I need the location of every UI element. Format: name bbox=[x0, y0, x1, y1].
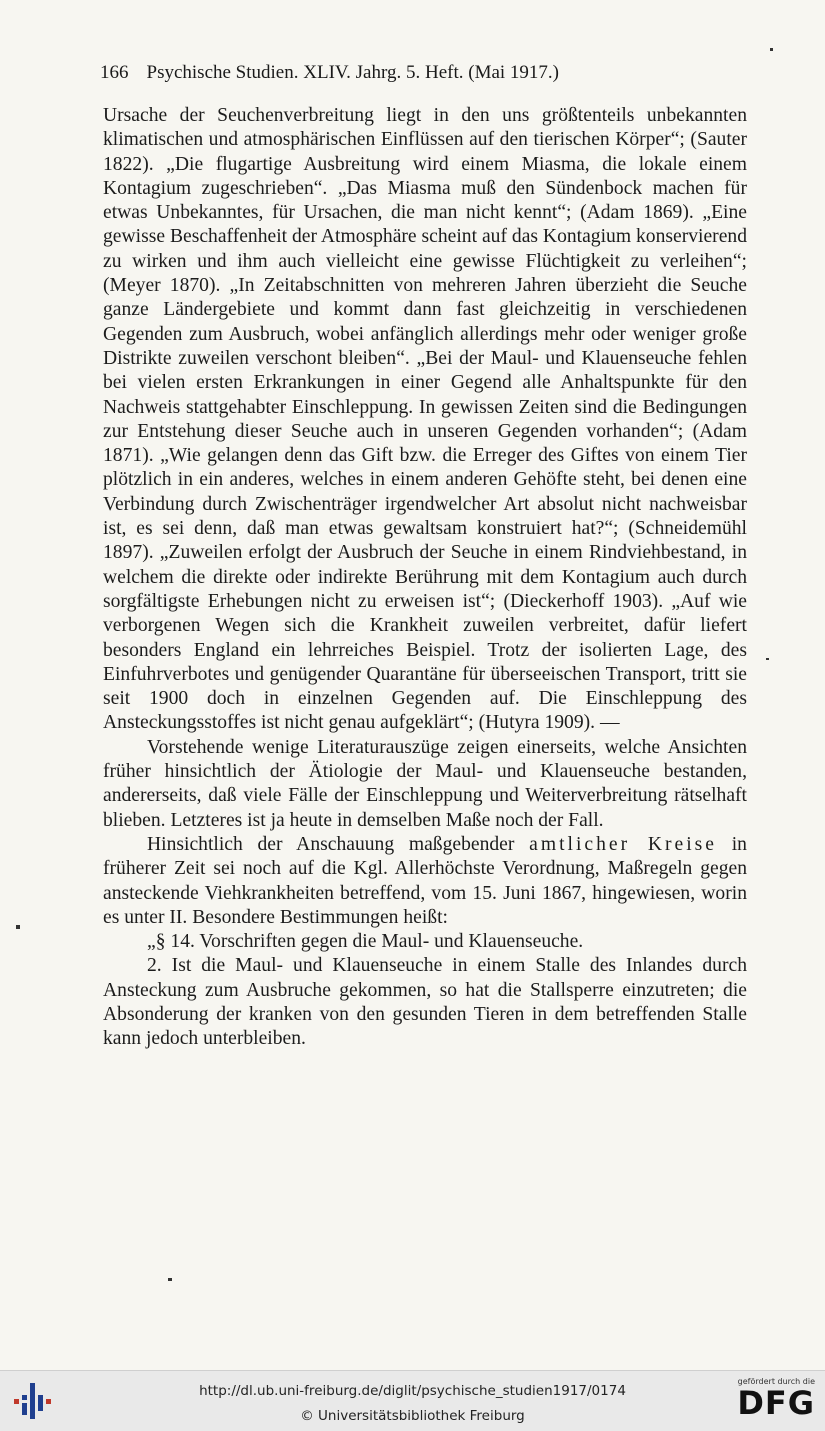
viewer-footer bbox=[0, 1370, 825, 1431]
paragraph-3 bbox=[103, 833, 747, 930]
source-url[interactable]: http://dl.ub.uni-freiburg.de/diglit/psychische_studien1917/0174 bbox=[199, 1383, 626, 1399]
body-text bbox=[103, 104, 747, 1052]
paragraph-3-end: in früherer Zeit sei noch auf die Kgl. Allerhöchste Verordnung, Maßregeln gegen ansteckende Viehkrankheiten betreffend, vom 15. Juni 1867, hingewiesen, worin es unter II. Besondere Bestimmungen heißt: bbox=[103, 833, 747, 928]
paragraph-3-start: Hinsichtlich der Anschauung maßgebender bbox=[147, 833, 515, 855]
paragraph-1: Ursache der Seuchenverbreitung liegt in den uns größtenteils unbekannten klimatischen und atmosphärischen Einflüssen auf den tierischen Körper“; (Sauter 1822). „Die flugartige Ausbreitung wird einem Miasma, die lokale einem Kontagium zugeschrieben“. „Das Miasma muß den Sündenbock machen für etwas Unbekanntes, für Ursachen, die man nicht kennt“; (Adam 1869). „Eine gewisse Beschaffenheit der Atmosphäre scheint auf das Kontagium konservierend zu wirken und ihm auch vielleicht eine gewisse Flüchtigkeit zu verleihen“; (Meyer 1870). „In Zeitabschnitten von mehreren Jahren überzieht die Seuche ganze Ländergebiete und kommt dann fast gleichzeitig in verschiedenen Gegenden zum Ausbruch, wobei anfänglich allerdings mehr oder weniger große Distrikte zuweilen verschont bleiben“. „Bei der Maul- und Klauenseuche fehlen bei vielen ersten Erkrankungen in einer Gegend alle Anhaltspunkte für den Nachweis stattgehabter Einschleppung. In gewissen Zeiten sind die Bedingungen zur Entstehung dieser Seuche auch in unseren Gegenden vorhanden“; (Adam 1871). „Wie gelangen denn das Gift bzw. die Erreger des Giftes von einem Tier plötzlich in ein anderes, welches in einem anderen Gehöfte steht, bei denen eine Verbindung durch Zwischenträger irgendwelcher Art absolut nicht nachweisbar ist, es sei denn, daß man etwas gewaltsam konstruiert hat?“; (Schneidemühl 1897). „Zuweilen erfolgt der Ausbruch der Seuche in einem Rindviehbestand, in welchem die direkte oder indirekte Berührung mit dem Kontagium auch durch sorgfältigste Erhebungen nicht zu erweisen ist“; (Dieckerhoff 1903). „Auf wie verborgenen Wegen sich die Krankheit zuweilen verbreitet, dafür liefert besonders England ein lehrreiches Beispiel. Trotz der isolierten Lage, des Einfuhrverbotes und genügender Quarantäne für überseeischen Transport, tritt sie seit 1900 doch in einzelnen Gegenden auf. Die Einschleppung des Ansteckungsstoffes ist nicht genau aufgeklärt“; (Hutyra 1909). — bbox=[103, 105, 747, 734]
page-number: 166 bbox=[100, 62, 129, 83]
paragraph-regulation: 2. Ist die Maul- und Klauenseuche in einem Stalle des Inlandes durch Ansteckung zum Ausbruche gekommen, so hat die Stallsperre einzutreten; die Absonderung der kranken von den gesunden Tieren in dem betreffenden Stalle kann jedoch unterbleiben. bbox=[103, 955, 747, 1050]
scan-speck bbox=[770, 48, 773, 51]
running-header bbox=[100, 62, 700, 84]
dfg-wordmark: DFG bbox=[737, 1384, 815, 1422]
scan-speck bbox=[766, 658, 769, 660]
scan-speck bbox=[16, 925, 20, 929]
running-title: Psychische Studien. XLIV. Jahrg. 5. Heft. (Mai 1917.) bbox=[146, 62, 559, 83]
dfg-funding-note: gefördert durch die bbox=[737, 1377, 815, 1386]
copyright-notice: © Universitätsbibliothek Freiburg bbox=[300, 1408, 525, 1424]
paragraph-section-heading: „§ 14. Vorschriften gegen die Maul- und Klauenseuche. bbox=[147, 931, 584, 953]
dfg-logo bbox=[729, 1377, 815, 1427]
scan-speck bbox=[168, 1278, 172, 1281]
paragraph-2: Vorstehende wenige Literaturauszüge zeigen einerseits, welche Ansichten früher hinsichtlich der Ätiologie der Maul- und Klauenseuche bestanden, andererseits, daß viele Fälle der Einschleppung und Weiterverbreitung rätselhaft blieben. Letzteres ist ja heute in demselben Maße noch der Fall. bbox=[103, 736, 747, 831]
spaced-emphasis: amtlicher Kreise bbox=[529, 833, 717, 855]
